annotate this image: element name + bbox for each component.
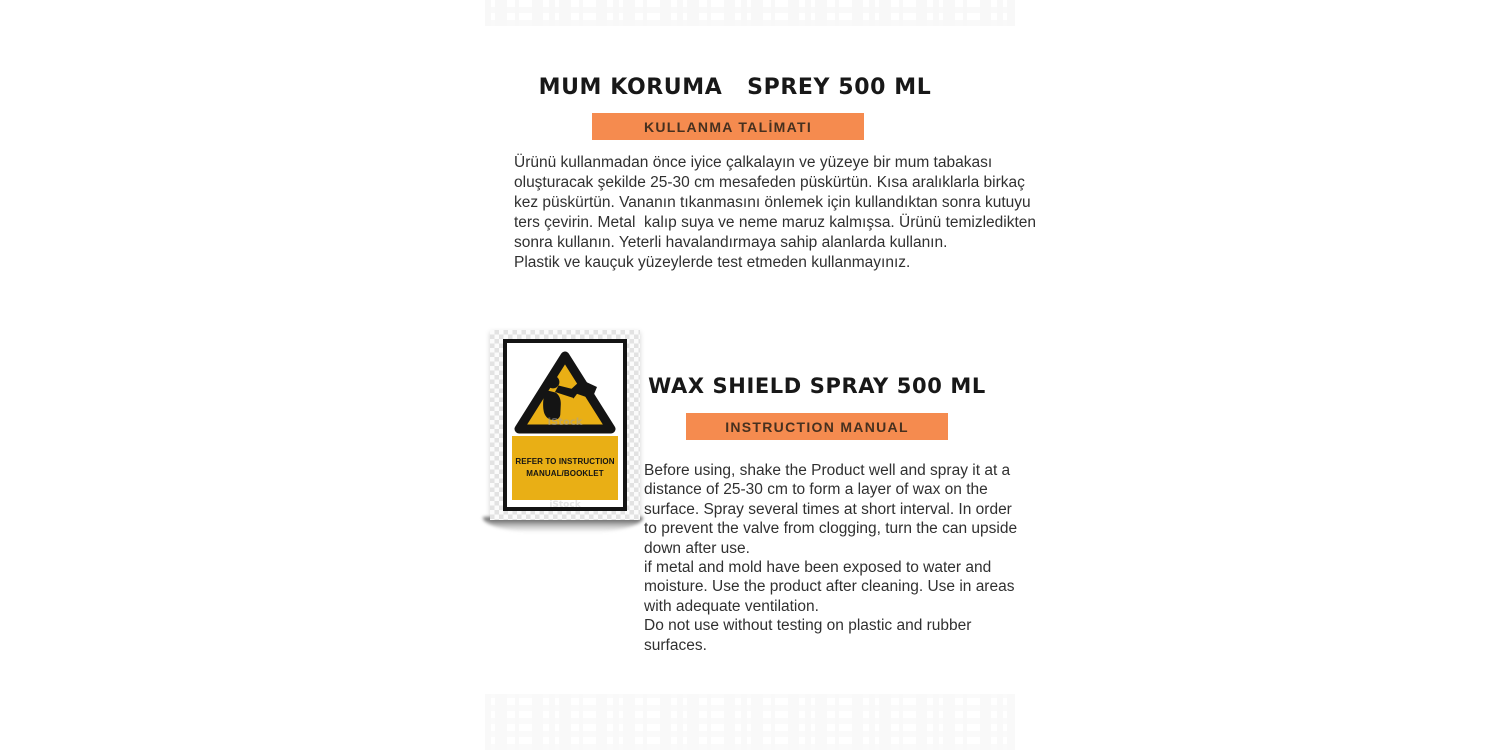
ghost-text-top bbox=[485, 0, 1015, 26]
turkish-banner-label: KULLANMA TALİMATI bbox=[643, 118, 813, 135]
english-instruction-paragraph bbox=[644, 461, 1024, 655]
body-line: moisture. Use the product after cleaning. Use in areas bbox=[644, 578, 1015, 596]
body-line: if metal and mold have been exposed to water and bbox=[644, 559, 992, 577]
body-line: Before using, shake the Product well and spray it at a bbox=[644, 462, 1011, 479]
body-line: ters çevirin. Metal kalıp suya ve neme maruz kalmışsa. Ürünü temizledikten bbox=[514, 214, 1037, 231]
body-line: Do not use without testing on plastic and rubber bbox=[644, 617, 972, 635]
warning-sign-stock-image bbox=[490, 330, 640, 520]
english-banner-label: INSTRUCTION MANUAL bbox=[725, 418, 909, 435]
body-line: Ürünü kullanmadan önce iyice çalkalayın ve yüzeye bir mum tabakası bbox=[514, 154, 993, 171]
body-line: sonra kullanın. Yeterli havalandırmaya sahip alanlarda kullanın. bbox=[514, 234, 948, 251]
turkish-instruction-banner bbox=[592, 113, 864, 140]
stock-watermark: iStock bbox=[547, 417, 583, 428]
body-line: kez püskürtün. Vananın tıkanmasını önlemek için kullandıktan sonra kutuyu bbox=[514, 194, 1031, 211]
english-product-title: WAX SHIELD SPRAY 500 ML bbox=[648, 374, 986, 398]
plate-text-line2: MANUAL/BOOKLET bbox=[526, 469, 604, 478]
english-instruction-banner bbox=[686, 413, 948, 440]
stock-watermark: iStock bbox=[549, 500, 581, 510]
body-line: to prevent the valve from clogging, turn the can upside bbox=[644, 520, 1018, 538]
body-line: oluşturacak şekilde 25-30 cm mesafeden püskürtün. Kısa aralıklarla birkaç bbox=[514, 174, 1025, 191]
sign-text-plate bbox=[512, 436, 618, 500]
body-line: surfaces. bbox=[644, 636, 707, 654]
body-line: down after use. bbox=[644, 539, 750, 557]
warning-sign-frame bbox=[503, 339, 627, 511]
turkish-product-title: MUM KORUMA SPREY 500 ML bbox=[538, 75, 932, 100]
body-line: distance of 25-30 cm to form a layer of wax on the bbox=[644, 481, 988, 499]
warning-triangle-read-manual-icon bbox=[512, 347, 618, 437]
body-line: surface. Spray several times at short interval. In order bbox=[644, 500, 1012, 518]
plate-text-line1: REFER TO INSTRUCTION bbox=[515, 457, 615, 466]
body-line: Plastik ve kauçuk yüzeylerde test etmeden kullanmayınız. bbox=[514, 254, 911, 271]
body-line: with adequate ventilation. bbox=[644, 597, 819, 615]
turkish-instruction-paragraph bbox=[514, 153, 1037, 273]
ghost-text-bottom bbox=[485, 694, 1015, 750]
